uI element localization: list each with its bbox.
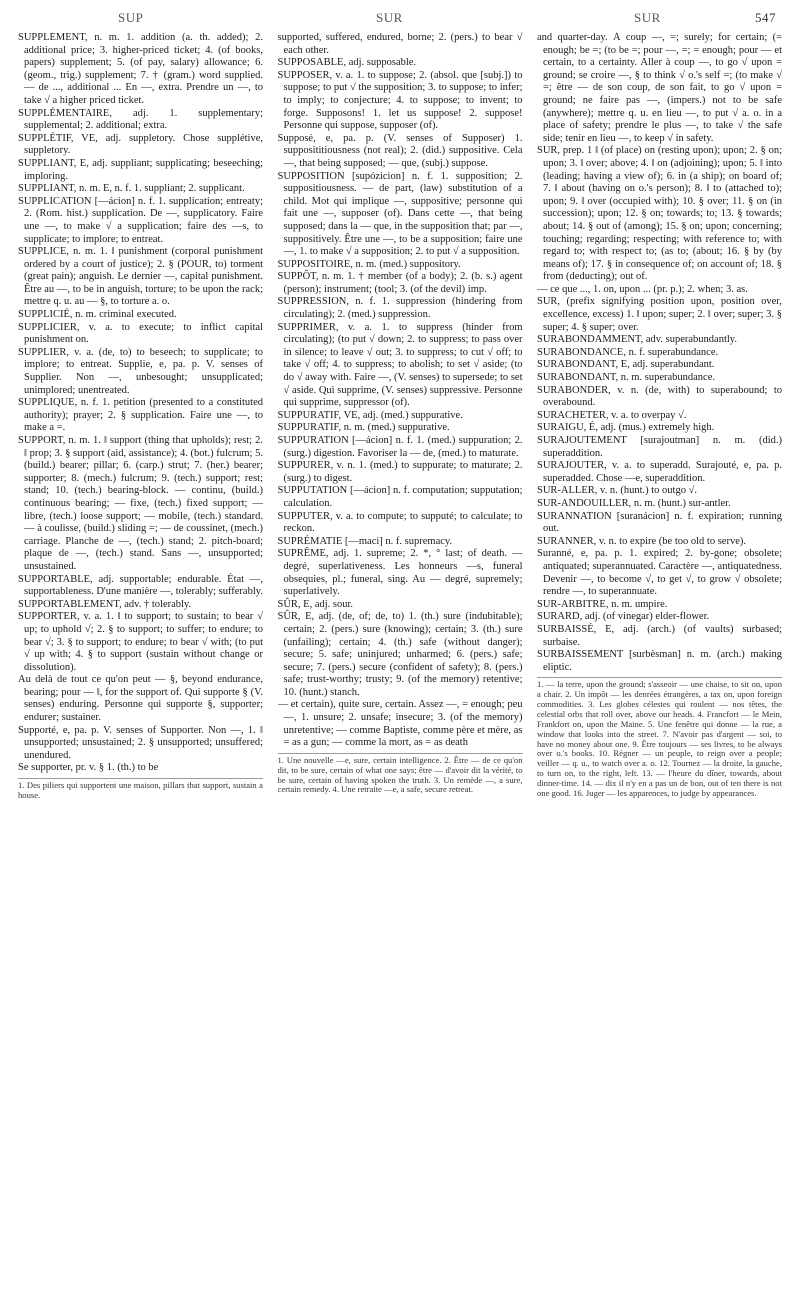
dictionary-entry: — ce que ..., 1. on, upon ... (pr. p.); 2. when; 3. as. — [537, 283, 748, 295]
dictionary-entry: — et certain), quite sure, certain. Assez —, = enough; peu —, 1. unsure; 2. unsafe; insecure; 3. (of the memory) unretentive; — comme Baptiste, comme père et mère, as = as a gun; — comme la mort, as = as death — [277, 699, 523, 749]
dictionary-entry: SUPPOSABLE, adj. supposable. — [277, 57, 417, 69]
dictionary-entry: SUPPORTABLE, adj. supportable; endurable. État —, supportableness. D'une manière —, tolerably; sufferably. — [18, 573, 263, 598]
dictionary-entry: SUPPRESSION, n. f. 1. suppression (hindering from circulating); 2. (med.) suppression. — [277, 296, 523, 321]
dictionary-entry: SURANNER, v. n. to expire (be too old to serve). — [537, 535, 746, 547]
dictionary-entry: SUR, prep. 1 ‖ (of place) on (resting upon); upon; 2. § on; upon; 3. ‖ over; above; 4. ‖ on (adjoining); upon; 5. ‖ into (leading; having a view of); 6. in (a ship); on board of; 7. ‖ about (having on o.'s person); 8. ‖ to (attached to); upon; 9. ‖ over (occupied with); 10. § over; 11. § on (in succession); upon; 12. § on; towards; to; 13. § towards; about; 14. § out of (among); 15. § on; upon; concerning; touching; regarding; respecting; with reference to; with regard to; with respect to; (as to; (about; 16. § by (by means of); 17. § in consequence of; on account of; 18. § from (deducting); out of. — [537, 145, 782, 283]
footnotes — [18, 778, 263, 801]
dictionary-entry: SUPPLIQUE, n. f. 1. petition (presented to a constituted authority); prayer; 2. § supplication. Faire une —, to make a =. — [18, 397, 263, 434]
dictionary-entry: SUPPLICATION [—ácion] n. f. 1. supplication; entreaty; 2. (Rom. hist.) supplication. De —, supplicatory. Faire une —, to make √ a supplication; faire des —s, to supplicate; to implore; to entreat. — [18, 195, 263, 245]
dictionary-entry: SUPPOSITION [supózicion] n. f. 1. supposition; 2. suppositiousness. — de part, (law) substitution of a child. Mot qui implique —, suppositive; personne qui fait une —, supposer (of). Dans cette —, that being supposed; dans la — que, in the supposition that; par —, suppositively. Être une —, to be a supposition; faire une —, 1. to make √ a supposition; 2. to put √ a supposition. — [277, 170, 523, 258]
dictionary-entry: SUPPORTABLEMENT, adv. † tolerably. — [18, 598, 192, 610]
dictionary-entry: SUR, (prefix signifying position upon, position over, excellence, excess) 1. ‖ upon; super; 2. ‖ over; super; 3. § super; 4. § super; over. — [537, 296, 782, 333]
dictionary-entry: SUPPLIANT, n. m. E, n. f. 1. suppliant; 2. supplicant. — [18, 183, 245, 195]
column-middle — [278, 32, 523, 1294]
dictionary-entry: SURAJOUTER, v. a. to superadd. Surajouté, e, pa. p. superadded. Chose —e, superaddition. — [537, 460, 782, 484]
dictionary-entry: SUPPLÉMENT, n. m. 1. addition (a. th. added); 2. additional price; 3. higher-priced ticket; 4. (of books, papers) supplement; 5. (of pay, salary) allowance; 6. (geom., trig.) supplement; 7. † (gram.) word supplied. — de ..., additional ... En —, extra. Prendre un —, to take √ a higher priced ticket. — [18, 32, 263, 106]
dictionary-entry: Supposé, e, pa. p. (V. senses of Supposer) 1. supposititiousness (not real); 2. (did.) suppositive. Cela —, that being supposed; — que, (subj.) suppose. — [277, 132, 523, 169]
dictionary-entry: SUPPURER, v. n. 1. (med.) to suppurate; to maturate; 2. (surg.) to digest. — [277, 460, 523, 484]
dictionary-entry: SUR-ARBITRE, n. m. umpire. — [537, 598, 668, 610]
dictionary-entry: SURARD, adj. (of vinegar) elder-flower. — [537, 611, 710, 623]
running-header — [18, 10, 782, 30]
dictionary-entry: SUPPLIER, v. a. (de, to) to beseech; to supplicate; to implore; to entreat. Supplie, e, pa. p. V. senses of Supplier. Non —, unbesought; unsupplicated; unimplored; unentreated. — [18, 346, 263, 396]
dictionary-entry: SUR-ALLER, v. n. (hunt.) to outgo √. — [537, 485, 697, 497]
dictionary-entry: SUPPLICE, n. m. 1. ‖ punishment (corporal punishment ordered by a court of justice); 2. § (POUR, to) torment (great pain); anguish. Le dernier —, capital punishment. Être au —, to be in anguish, torture; to be upon the rack; mettre q. u. au — §, to torture a. o. — [18, 246, 263, 308]
dictionary-entry: SUPPURATIF, VE, adj. (med.) suppurative. — [277, 409, 463, 421]
dictionary-entry: SURABONDAMMENT, adv. superabundantly. — [537, 334, 737, 346]
footnotes — [537, 677, 782, 799]
dictionary-entry: SURAJOUTEMENT [surajoutman] n. m. (did.) superaddition. — [537, 435, 782, 459]
dictionary-entry: SUPPORTER, v. a. 1. ‖ to support; to sustain; to bear √ up; to uphold √; 2. § to support; to suffer; to endure; to bear √; 3. § to support; to endure; to bear √ with; (to put √ up with; 4. § to support (sustain without change or dissolution). — [18, 611, 263, 673]
header-guide-word-center: SUR — [376, 10, 403, 25]
footnote: 1. Une nouvelle —e, sure, certain intelligence. 2. Être — de ce qu'on dit, to be sure, certain of what one says; être — d'avoir dit la vérité, to be sure, certain of having spoken the truth. 3. Un remède —, a sure, certain remedy. 4. Une retraite —e, a safe, secure retreat. — [277, 754, 523, 795]
dictionary-entry: SUPPUTATION [—ácion] n. f. computation; supputation; calculation. — [277, 485, 523, 509]
dictionary-entry: SURABONDANT, n. m. superabundance. — [537, 372, 715, 384]
dictionary-entry: SURAIGU, É, adj. (mus.) extremely high. — [537, 422, 715, 434]
dictionary-entry: SUPPLIANT, E, adj. suppliant; supplicating; beseeching; imploring. — [18, 157, 263, 182]
header-guide-word-right: SUR — [634, 10, 661, 25]
dictionary-entry: SUPPLÉMENTAIRE, adj. 1. supplementary; supplemental; 2. additional; extra. — [18, 107, 263, 132]
footnote: 1. — la terre, upon the ground; s'asseoir — une chaise, to sit on, upon a chair. 2. Un impôt — les denrées étrangères, a tax on, upon foreign commodities. 3. Les globes célestes qui roulent — nos têtes, the celestial orbs that roll over, above our heads. 4. Francfort — le Mein, Frankfort on, upon the Maine. 5. Une fenêtre qui donne — la rue, a window that looks into the street. 7. N'avoir pas d'argent — soi, to have no money about one. 9. Être toujours — ses livres, to be always over o.'s books. 10. Régner — un peuple, to reign over a people; veiller — q. u., to watch over a. o. 12. Tournez — la droite, la gauche, to turn on, to the right, left. 13. — l'heure du dîner, towards, about dinner-time. 14. — dix il n'y en a pas un de bon, out of ten there is not one good. 16. Juger — les apparences, to judge by appearances. — [537, 679, 782, 798]
dictionary-entry: supported, suffered, endured, borne; 2. (pers.) to bear √ each other. — [277, 32, 523, 56]
dictionary-entry: SUPPLÉTIF, VE, adj. suppletory. Chose supplétive, suppletory. — [18, 132, 263, 157]
dictionary-entry: SUR-ANDOUILLER, n. m. (hunt.) sur-antler. — [537, 497, 731, 509]
dictionary-entry: Supporté, e, pa. p. V. senses of Supporter. Non —, 1. ‖ unsupported; unsustained; 2. § unsupported; unsuffered; unendured. — [18, 724, 263, 761]
dictionary-entry: SÛR, E, adj. (de, of; de, to) 1. (th.) sure (indubitable); certain; 2. (pers.) sure (knowing); certain; 3. (th.) sure (unfailing); certain; 4. (th.) safe (without danger); secure; 5. safe; uninjured; unharmed; 6. (pers.) safe; secure; 7. (pers.) secure (confident of safety); 8. (pers.) safe; trust-worthy; trusty; 9. (of the memory) retentive; 10. (hunt.) stanch. — [277, 611, 523, 698]
dictionary-entry: SUPRÉMATIE [—maci] n. f. supremacy. — [277, 535, 453, 547]
column-left — [18, 32, 263, 1294]
dictionary-entry: SÛR, E, adj. sour. — [277, 598, 354, 610]
dictionary-entry: SUPPLICIÉ, n. m. criminal executed. — [18, 309, 177, 321]
dictionary-entry: SUPPURATIF, n. m. (med.) suppurative. — [277, 422, 450, 434]
dictionary-entry: SURABONDANCE, n. f. superabundance. — [537, 346, 719, 358]
dictionary-entry: SUPPLICIER, v. a. to execute; to inflict capital punishment on. — [18, 321, 263, 346]
dictionary-entry: SUPPORT, n. m. 1. ‖ support (thing that upholds); rest; 2. ‖ prop; 3. § support (aid, assistance); 4. (bot.) fulcrum; 5. (build.) bearer; pillar; 6. (carp.) strut; 7. (her.) bearer; supporter; 8. (mech.) fulcrum; 9. (tech.) support; rest; stand; 10. (tech.) bearing-block. — continu, (build.) continuous bearing; — fixe, (tech.) fixed support; — libre, (tech.) loose support; — mobile, (tech.) standard. — à coulisse, (build.) sliding =; — de coussinet, (mech.) carriage. Planche de —, (tech.) stand; 2. pitch-board; plaque de —, (tech.) stand. Sans —, unsupported; unsustained. — [18, 435, 263, 572]
footnotes — [278, 753, 523, 796]
dictionary-entry: SUPPURATION [—ácion] n. f. 1. (med.) suppuration; 2. (surg.) digestion. Favoriser la — de, (med.) to maturate. — [277, 435, 523, 459]
dictionary-entry: SURACHETER, v. a. to overpay √. — [537, 409, 687, 421]
dictionary-entry: and quarter-day. À coup —, =; surely; for certain; (= enough; be =; (to be =; pour —, =; = enough; pour — et certain, to a certainty. Aller à coup —, to go √ upon = ground; se croire —, § to think √ o.'s self =; (to make √ =; être — de son coup, de son fait, to go √ upon = ground; ne faire pas —, (impers.) not to be safe (anywhere); mettre q. u. en lieu —, to put √ a. o. in a place of safety; prendre le plus —, to take √ the safe side; tenir en lieu —, to keep √ in safety. — [537, 32, 782, 144]
dictionary-entry: SUPPRIMER, v. a. 1. to suppress (hinder from circulating); (to put √ down; 2. to suppress; to pass over in silence; to leave √ out; 3. to suppress; to cut √ off; to take √ off; 4. to suppress; to abolish; to set √ aside; (to do √ away with. Faire —, (V. senses) to supersede; to set √ aside. Qui supprime, (V. senses) suppressive. Personne qui supprime, suppressor (of). — [277, 321, 523, 409]
footnote: 1. Des piliers qui supportent une maison, pillars that support, sustain a house. — [18, 780, 263, 800]
dictionary-entry: SURBAISSÉ, E, adj. (arch.) (of vaults) surbased; surbaise. — [537, 623, 782, 648]
dictionary-entry: Suranné, e, pa. p. 1. expired; 2. by-gone; obsolete; antiquated; superannuated. Caractère —, antiquatedness. Devenir —, to become √, to get √, to grow √ obsolete; rendre —, to superannuate. — [537, 548, 782, 598]
dictionary-entry: SUPRÊME, adj. 1. supreme; 2. *, ° last; of death. — degré, superlativeness. Les honneurs —s, funeral obsequies, pl.; funeral, sing. Au — degré, supremely; superlatively. — [277, 548, 523, 598]
dictionary-entry: Au delà de tout ce qu'on peut — §, beyond endurance, bearing; pour — ‖, for the support of. Qui supporte § (V. senses) enduring. Personne qui supporte §, supporter; endurer; sustainer. — [18, 674, 263, 724]
page-number: 547 — [755, 10, 776, 25]
header-guide-word-left: SUP — [118, 10, 144, 25]
dictionary-entry: SUPPOSITOIRE, n. m. (med.) suppository. — [277, 258, 461, 270]
dictionary-entry: SURBAISSEMENT [surbèsman] n. m. (arch.) making eliptic. — [537, 649, 782, 673]
dictionary-entry: SUPPUTER, v. a. to compute; to supputé; to calculate; to reckon. — [277, 510, 523, 535]
dictionary-entry: SURABONDER, v. n. (de, with) to superabound; to overabound. — [537, 384, 782, 409]
dictionary-entry: SURABONDANT, E, adj. superabundant. — [537, 359, 715, 371]
dictionary-entry: SURANNATION [suranácion] n. f. expiration; running out. — [537, 510, 782, 535]
dictionary-entry: Se supporter, pr. v. § 1. (th.) to be — [18, 762, 159, 774]
column-right — [537, 32, 782, 1294]
text-columns — [18, 32, 782, 1294]
dictionary-entry: SUPPOSER, v. a. 1. to suppose; 2. (absol. que [subj.]) to suppose; to put √ the supposition; 3. to suppose; to infer; to imply; to conjecture; 4. to suppose; to invent; to forge. Supposons! 1. let us suppose! 2. suppose! Personne qui suppose, supposer (of). — [277, 69, 523, 132]
dictionary-entry: SUPPÔT, n. m. 1. † member (of a body); 2. (b. s.) agent (person); instrument; (tool; 3. (of the devil) imp. — [277, 271, 523, 295]
